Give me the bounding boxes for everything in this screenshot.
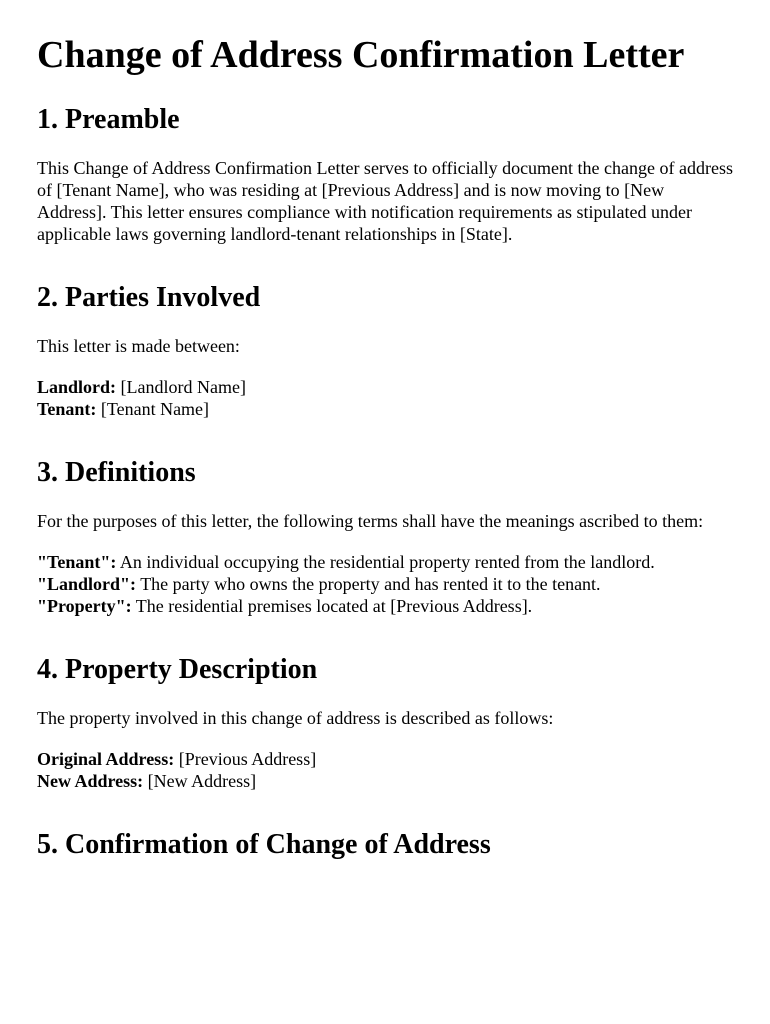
section-definitions bbox=[37, 456, 737, 617]
definitions-list bbox=[37, 551, 737, 617]
item-label: Tenant: bbox=[37, 399, 97, 419]
list-item bbox=[37, 748, 737, 770]
item-value: [Tenant Name] bbox=[96, 399, 210, 419]
address-list bbox=[37, 748, 737, 792]
section-heading: 4. Property Description bbox=[37, 654, 318, 685]
item-value: [Previous Address] bbox=[174, 749, 317, 769]
section-intro: For the purposes of this letter, the following terms shall have the meanings ascribed to them: bbox=[37, 511, 704, 531]
list-item bbox=[37, 770, 737, 792]
list-item bbox=[37, 376, 737, 398]
parties-list bbox=[37, 376, 737, 420]
list-item bbox=[37, 551, 737, 573]
item-value: An individual occupying the residential property rented from the landlord. bbox=[116, 552, 655, 572]
item-value: The party who owns the property and has rented it to the tenant. bbox=[136, 574, 601, 594]
item-value: [New Address] bbox=[143, 771, 257, 791]
list-item bbox=[37, 398, 737, 420]
section-heading: 3. Definitions bbox=[37, 457, 196, 488]
list-item bbox=[37, 595, 737, 617]
section-preamble bbox=[37, 103, 737, 245]
item-label: "Property": bbox=[37, 596, 132, 616]
item-label: "Landlord": bbox=[37, 574, 137, 594]
item-value: The residential premises located at [Previous Address]. bbox=[131, 596, 533, 616]
item-label: "Tenant": bbox=[37, 552, 117, 572]
list-item bbox=[37, 573, 737, 595]
document-page bbox=[37, 32, 737, 882]
section-paragraph: This Change of Address Confirmation Letter serves to officially document the change of address of [Tenant Name], who was residing at [Previous Address] and is now moving to [New Address]. This letter ensures compliance with notification requirements as stipulated under applicable laws governing landlord-tenant relationships in [State]. bbox=[37, 158, 733, 244]
item-label: Original Address: bbox=[37, 749, 175, 769]
section-heading: 5. Confirmation of Change of Address bbox=[37, 829, 491, 860]
section-heading: 2. Parties Involved bbox=[37, 282, 261, 313]
item-label: Landlord: bbox=[37, 377, 117, 397]
item-label: New Address: bbox=[37, 771, 144, 791]
section-property-description bbox=[37, 653, 737, 792]
section-confirmation bbox=[37, 828, 737, 862]
document-title: Change of Address Confirmation Letter bbox=[37, 34, 685, 76]
section-intro: The property involved in this change of address is described as follows: bbox=[37, 708, 554, 728]
item-value: [Landlord Name] bbox=[116, 377, 246, 397]
section-intro: This letter is made between: bbox=[37, 336, 240, 356]
section-heading: 1. Preamble bbox=[37, 104, 180, 135]
section-parties bbox=[37, 281, 737, 420]
